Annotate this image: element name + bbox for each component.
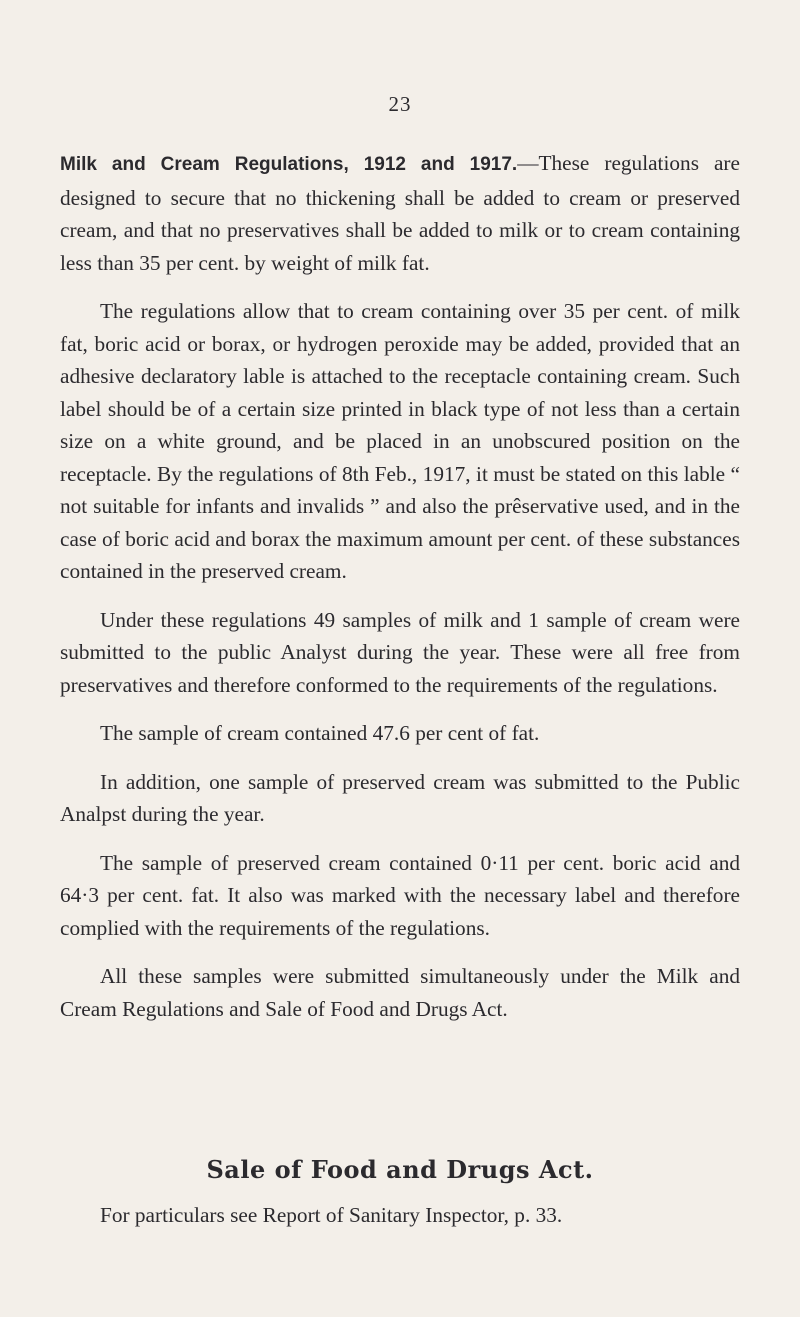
paragraph-samples-submitted: Under these regulations 49 samples of milk and 1 sample of cream were submitted to the public Analyst during the year. These were all free from preservatives and therefore conformed to the requirements of the regulations. bbox=[60, 607, 740, 697]
run-in-heading: Milk and Cream Regulations, 1912 and 1917. bbox=[60, 154, 518, 175]
page-number: 23 bbox=[388, 92, 412, 116]
paragraph-regulations-allowance: The regulations allow that to cream containing over 35 per cent. of milk fat, boric acid or borax, or hydrogen peroxide may be added, provided that an adhesive declaratory lable is attached to the receptacle containing cream. Such label should be of a certain size printed in black type of not less than a certain size on a white ground, and be placed in an unobscured position on the receptacle. By the regulations of 8th Feb., 1917, it must be stated on this lable “ not suitable for infants and invalids ” and also the prêservative used, and in the case of boric acid and borax the maximum amount per cent. of these substances contained in the preserved cream. bbox=[60, 299, 740, 583]
paragraph-preserved-cream: In addition, one sample of preserved cream was submitted to the Public Analpst during the year. bbox=[60, 769, 740, 826]
milk-cream-section bbox=[60, 147, 740, 1041]
paragraph-simultaneous-submission: All these samples were submitted simultaneously under the Milk and Cream Regulations and Sale of Food and Drugs Act. bbox=[60, 964, 740, 1021]
paragraph-cream-fat: The sample of cream contained 47.6 per cent of fat. bbox=[100, 721, 540, 745]
section-heading-food-drugs: Sale of Food and Drugs Act. bbox=[206, 1155, 594, 1184]
paragraph-intro-body: —These regulations are designed to secure that no thickening shall be added to cream or preserved cream, and that no preservatives shall be added to milk or to cream containing less than 35 per cent. by weight of milk fat. bbox=[60, 151, 740, 275]
paragraph-regulations-intro bbox=[60, 147, 740, 279]
paragraph-preserved-cream-result: The sample of preserved cream contained 0·11 per cent. boric acid and 64·3 per cent. fat. It also was marked with the necessary label and therefore complied with the requirements of the regulations. bbox=[60, 850, 740, 940]
section-note-sanitary-report: For particulars see Report of Sanitary Inspector, p. 33. bbox=[100, 1203, 563, 1227]
